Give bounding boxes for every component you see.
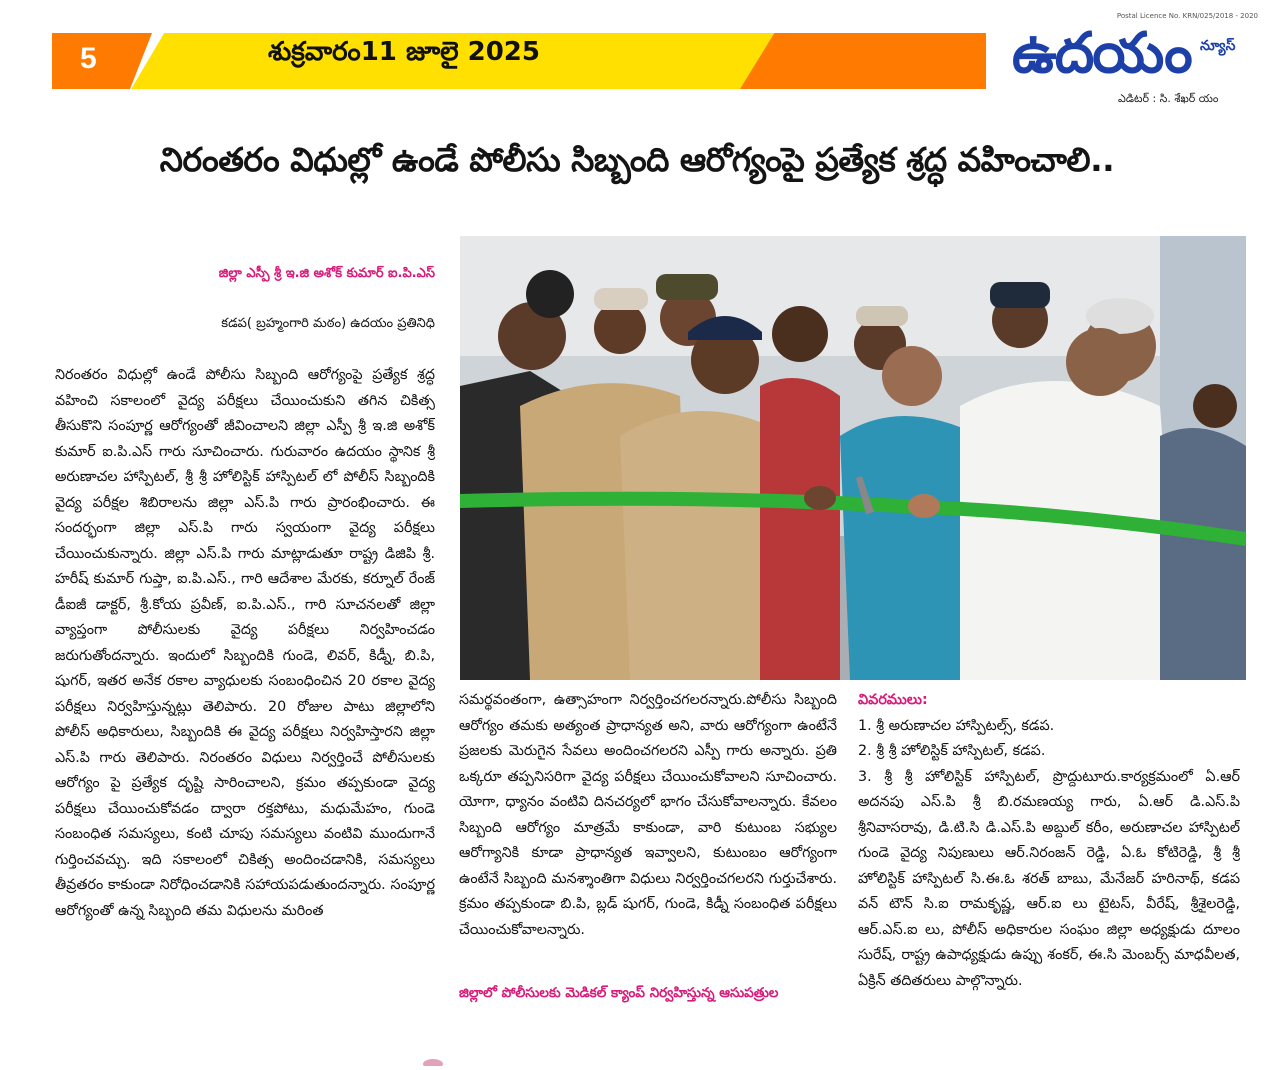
article-byline: జిల్లా ఎస్పీ శ్రీ ఇ.జి అశోక్ కుమార్ ఐ.పి.ఎస్ [218,266,435,281]
list-item: 1. శ్రీ అరుణాచల హాస్పిటల్స్, కడప. [858,717,1055,734]
page-header [0,0,1274,120]
article-column-2: సమర్థవంతంగా, ఉత్సాహంగా నిర్వర్తించగలరన్నారు.పోలీసు సిబ్బంది ఆరోగ్యం తమకు అత్యంత ప్రాధాన్యత అని, వారు ఆరోగ్యంగా ఉంటేనే ప్రజలకు మెరుగైన సేవలు అందించగలరని ఎస్పీ గారు అన్నారు. ప్రతి ఒక్కరూ తప్పనిసరిగా వైద్య పరీక్షలు చేయించుకోవాలని సూచించారు. యోగా, ధ్యానం వంటివి దినచర్యలో భాగం చేసుకోవాలన్నారు. కేవలం సిబ్బంది ఆరోగ్యం మాత్రమే కాకుండా, వారి కుటుంబ సభ్యుల ఆరోగ్యానికి కూడా ప్రాధాన్యత ఇవ్వాలని, కుటుంబం ఆరోగ్యంగా ఉంటేనే సిబ్బంది మనశ్శాంతిగా విధులు నిర్వర్తించగలరని గుర్తుచేశారు. క్రమం తప్పకుండా బి.పి, బ్లడ్ షుగర్, గుండె, కిడ్నీ సంబంధిత పరీక్షలు చేయించుకోవాలన్నారు. [459,692,837,938]
article-column-3 [858,688,1240,1018]
newspaper-logo: ఉదయం [1012,21,1191,86]
photo-illustration [460,236,1246,680]
postal-licence: Postal Licence No. KRN/025/2018 - 2020 [1116,12,1258,20]
issue-date: శుక్రవారం11 జూలై 2025 [268,37,540,67]
header-orange-band [740,33,986,89]
footer-ornament [418,1050,448,1066]
editor-credit: ఎడిటర్ : సి. శేఖర్ యం [1118,92,1219,105]
hospital-list [858,714,1240,995]
ribbon-cutting-photo [460,236,1246,680]
hospitals-subheading: జిల్లాలో పోలీసులకు మెడికల్ క్యాంప్ నిర్వహిస్తున్న ఆసుపత్రుల [459,985,779,1001]
details-heading: వివరములు: [858,692,928,708]
article-dateline: కడప( బ్రహ్మంగారి మఠం) ఉదయం ప్రతినిధి [221,316,435,331]
list-item: 3. శ్రీ శ్రీ హోలిస్టిక్ హాస్పిటల్, ప్రొద్దుటూరు.కార్యక్రమంలో ఏ.ఆర్ అదనపు ఎస్.పి శ్రీ బి.రమణయ్య గారు, ఏ.ఆర్ డి.ఎస్.పి శ్రీనివాసరావు, డి.టి.సి డి.ఎస్.పి అబ్దుల్ కరీం, అరుణాచల హాస్పిటల్ గుండె వైద్య నిపుణులు ఆర్.నిరంజన్ రెడ్డి, ఏ.ఓ కోటిరెడ్డి, శ్రీ శ్రీ హోలిస్టిక్ హాస్పిటల్ సి.ఈ.ఓ శరత్ బాబు, మేనేజర్ హరినాథ్, కడప వన్ టౌన్ సి.ఐ రామకృష్ణ, ఆర్.ఐ లు టైటస్, వీరేష్, శ్రీశైలరెడ్డి, ఆర్.ఎస్.ఐ లు, పోలీస్ అధికారుల సంఘం జిల్లా అధ్యక్షుడు దూలం సురేష్, రాష్ట్ర ఉపాధ్యక్షుడు ఉప్పు శంకర్, ఈ.సి మెంబర్స్ మాధవీలత, ఏక్రిన్ తదితరులు పాల్గొన్నారు. [858,768,1240,989]
page-number: 5 [80,42,97,75]
article-headline: నిరంతరం విధుల్లో ఉండే పోలీసు సిబ్బంది ఆరోగ్యంపై ప్రత్యేక శ్రద్ధ వహించాలి.. [159,140,1115,179]
article-column-1: నిరంతరం విధుల్లో ఉండే పోలీసు సిబ్బంది ఆరోగ్యంపై ప్రత్యేక శ్రద్ధ వహించి సకాలంలో వైద్య పరీక్షలు చేయించుకుని తగిన చికిత్స తీసుకొని సంపూర్ణ ఆరోగ్యంతో జీవించాలని జిల్లా ఎస్పీ శ్రీ ఇ.జి అశోక్ కుమార్ ఐ.పి.ఎస్ గారు సూచించారు. గురువారం ఉదయం స్థానిక శ్రీ అరుణాచల హాస్పిటల్, శ్రీ శ్రీ హోలిస్టిక్ హాస్పిటల్ లో పోలీస్ సిబ్బందికి వైద్య పరీక్షల శిబిరాలను జిల్లా ఎస్.పి గారు ప్రారంభించారు. ఈ సందర్భంగా జిల్లా ఎస్.పి గారు స్వయంగా వైద్య పరీక్షలు చేయించుకున్నారు. జిల్లా ఎస్.పి గారు మాట్లాడుతూ రాష్ట్ర డిజిపి శ్రీ. హరీష్ కుమార్ గుప్తా, ఐ.పి.ఎస్., గారి ఆదేశాల మేరకు, కర్నూల్ రేంజ్ డీఐజీ డాక్టర్, శ్రీ.కోయ ప్రవీణ్, ఐ.పి.ఎస్., గారి సూచనలతో జిల్లా వ్యాప్తంగా పోలీసులకు వైద్య పరీక్షలు నిర్వహించడం జరుగుతోందన్నారు. ఇందులో సిబ్బందికి గుండె, లివర్, కిడ్నీ, బి.పి, షుగర్, ఇతర అనేక రకాల వ్యాధులకు సంబంధించిన 20 రకాల వైద్య పరీక్షలు నిర్వహిస్తున్నట్లు తెలిపారు. 20 రోజుల పాటు జిల్లాలోని పోలీస్ అధికారులు, సిబ్బందికి ఈ వైద్య పరీక్షలు నిర్వహిస్తారని జిల్లా ఎస్.పి గారు తెలిపారు. నిరంతరం విధులు నిర్వర్తించే పోలీసులకు ఆరోగ్యం పై ప్రత్యేక దృష్టి సారించాలని, క్రమం తప్పకుండా వైద్య పరీక్షలు చేయించుకోవడం ద్వారా రక్తపోటు, మధుమేహం, గుండె సంబంధిత సమస్యలు, కంటి చూపు సమస్యలు వంటివి ముందుగానే గుర్తించవచ్చు. ఇది సకాలంలో చికిత్స అందించడానికి, సమస్యలు తీవ్రతరం కాకుండా నిరోధించడానికి సహాయపడుతుందన్నారు. సంపూర్ణ ఆరోగ్యంతో ఉన్న సిబ్బంది తమ విధులను మరింత [55,367,435,919]
newspaper-logo-suffix: న్యూస్ [1200,38,1236,54]
masthead [1000,12,1262,112]
list-item: 2. శ్రీ శ్రీ హోలిస్టిక్ హాస్పిటల్, కడప. [858,743,1046,759]
